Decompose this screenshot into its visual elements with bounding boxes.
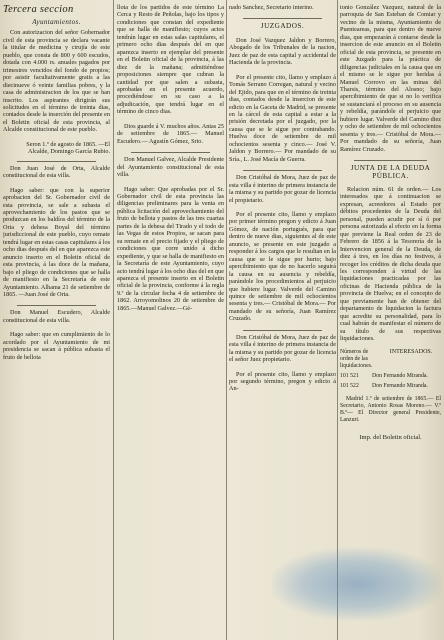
notice-heading: Don Cristóbal de Mora, Juez de paz de esta villa é interino de primera instancia de la misma y su partido por gozar de licencia el propietario. xyxy=(229,174,336,204)
notice-heading: Don Manuel Escudero, Alcalde constitucional de esta villa. xyxy=(3,309,110,324)
imprint: Imp. del Boletin oficial. xyxy=(359,434,422,442)
column-3 xyxy=(229,4,336,636)
table-row xyxy=(340,373,441,380)
notice-heading: Don José Vazquez Jaldon y Borrero, Abogado de los Tribunales de la nacion, Juez de paz de esta capital y accidental de Hacienda de la provincia. xyxy=(229,36,336,67)
table-header xyxy=(340,349,441,370)
separator-rule xyxy=(243,170,322,171)
notice-heading: Don Cristóbal de Mora, Juez de paz de esta villa é interino de primera instancia de la misma y su partido por gozar de licencia el señor Juez propietario. xyxy=(229,333,336,364)
notice-signature: Seron 1.º de agosto de 1865. —El Alcalde, Domingo García Rubio. xyxy=(26,140,110,156)
notice-signature: Dios guarde á V. muchos años. Antas 25 de setiembre de 1865.— Manuel Escudero.— Agustín Gómez, Srio. xyxy=(117,122,224,145)
table-header-left: Números de orden de las liquidaciones. xyxy=(340,349,373,370)
column-2 xyxy=(117,4,224,636)
separator-rule xyxy=(17,305,96,306)
column-divider xyxy=(226,0,227,640)
notice-paragraph: llota de los partidos de este término La Cerca y Resto de Peñolas, bajo los tipos y condiciones que constan del expediente que se halla de manifiesto; cuyos actos tendrán lugar en estas salas capitulares, el primero ocho dias después del en que aparezca inserto en ejemplar del presente en el Boletin oficial de la provincia, á las diez de la mañana; admitiéndose proposiciones siempre que cubran la cantidad por que salen a subasta, aprobadas en el presente acuerdo, procediéndose en su caso a la adjudicación, que tendrá lugar en el término de cinco dias. xyxy=(117,4,224,116)
separator-rule xyxy=(354,160,427,161)
separator-rule xyxy=(243,330,322,331)
separator-rule xyxy=(243,18,322,19)
column-divider xyxy=(337,0,338,640)
column-1 xyxy=(3,4,110,636)
notice-paragraph: Relacion núm. 61 de orden.— Los interesados que á continuacion se expresan, acreedores al Estado por débitos procedentes de la Deuda del personal, pueden acudir por sí ó por persona autorizada al efecto en la forma que previene la Real orden de 23 de Febrero de 1856 á la Tesorería de la Intervencion general de la Deuda, de diez á tres, en los días no festivos, á recoger los créditos de dicha deuda que les corresponden á virtud de las liquidaciones practicadas por las oficinas de Hacienda pública de la provincia de Huelva; en el concepto de que previamente han de obtener del departamento de liquidacion la factura que acredite su personalidad, para lo cual habrán de manifestar el número de su título de sus respectivas liquidaciones. xyxy=(340,185,441,343)
separator-rule xyxy=(131,152,210,153)
notice-paragraph: Por el presente cito, llamo y emplazo por segundo término, pregon y edicto á An- xyxy=(229,370,336,393)
notice-paragraph: Por el presente cito, llamo y emplazo á Tomás Serrano Corregan, natural y vecino del Ejido, para que en el término de treinta dias, contados desde la insercion de este edicto en la Gaceta de Madrid, se presente en la cárcel de esta capital a estar a la prisión decretada por el juzgado, por la causa que se le sigue por contrabando. Huelva doce de setiembre de mil ochocientos sesenta y cinco.— José V. Jaldon y Borrero.— Por mandado de su Sría., L. José Macía de Guerra. xyxy=(229,73,336,163)
column-divider xyxy=(113,0,114,640)
table-row xyxy=(340,383,441,390)
section-heading-juzgados: JUZGADOS. xyxy=(260,22,305,31)
footer-note: Madrid 1.º de setiembre de 1865.— El Secretario, Antonio Rosas Moreno.— V.º B.º— El Director general Presidente, Lanzuri. xyxy=(340,396,441,424)
notice-heading: Don Juan José de Orta, Alcalde constitucional de esta villa. xyxy=(3,164,110,180)
column-4 xyxy=(340,4,441,636)
notice-paragraph: Por el presente cito, llamo y emplazo por primer término pregon y edicto á Juan Gómez, de nación portugués, para que dentro de nueve dias, siguientes al de este anuncio, se presente en este juzgado a responder á los cargos que le resultan en la causa que se le sigue por hurto; bajo apercibimiento que de no hacerlo seguirá la causa en su ausencia y rebeldía, parándole los procedimientos al perjuicio que hubiere lugar. Valverde del Camino quince de setiembre de mil ochocientos sesenta y tres.— Cristóbal de Mora.— Por mandado de su señoría, Juan Ramírez Cruzado. xyxy=(229,210,336,323)
row-number: 101 521 xyxy=(340,373,359,380)
notice-heading: Don Manuel Galvez, Alcalde Presidente del Ayuntamiento constitucional de esta villa. xyxy=(117,156,224,179)
subsection-title: Ayuntamientos. xyxy=(32,18,81,26)
row-name: Don Fernando Miranda. xyxy=(372,383,428,390)
notice-paragraph: Hago saber: que en cumplimiento de lo acordado por el Ayuntamiento de mi presidencia se sacan á pública subasta el fruto de bellota xyxy=(3,331,110,361)
notice-paragraph: tonio González Vazquez, natural de la parroquia de San Esteban de Comiar y vecino de la misma, Ayuntamiento de Puenteareas, para que dentro de nueve dias, que empezarán á contarse desde la insercion de este anuncio en el Boletin oficial de esta provincia, se presente en este Juzgado para la práctica de diligencias judiciales en la causa que en el mismo se le sigue por heridas á Manuel Corrovo en las minas del Tharsis, término del Alosno; bajo apercibimiento de que si no lo verifica se sustanciará el proceso en su ausencia y rebeldía, parándole el perjuicio que hubiere lugar. Valverde del Camino diez y ocho de setiembre de mil ochocientos sesenta y tres.— Cristóbal de Mora.— Por mandado de su señoría, Juan Ramírez Cruzado. xyxy=(340,4,441,153)
row-number: 101 522 xyxy=(340,383,359,390)
section-title: Tercera seccion xyxy=(3,4,74,15)
section-heading-deuda: JUNTA DE LA DEUDA PÚBLICA. xyxy=(350,164,431,180)
separator-rule xyxy=(17,161,96,162)
notice-paragraph: nado Sanchez, Secretario interino. xyxy=(229,4,314,11)
notice-paragraph: Con autorizacion del señor Gobernador civil de esta provincia se declara vacante la titular de medicina y cirujía de este pueblo, que consta de 800 y 600 escudos, dotada con 4.000 rs. anuales pagados por trimestres vencidos del fondo de propios; por asistir facultativamente gratis a las diecinueve ó veinte familias pobres, y la casa de administracion de los que se han inscrito. Los aspirantes dirigirán sus solicitudes en el término de treinta dias, contados desde la inserción del presente en el Boletin oficial de esta provincia, al Alcalde constitucional de este pueblo. xyxy=(3,29,110,134)
notice-paragraph: Hago saber: Que aprobadas por el Sr. Gobernador civil de esta provincia las diligencias preliminares para la venta en pública licitación del aprovechamiento del fruto de bellota y pastos de las tres cuartas partes de la dehesa del Tirado y el todo de las Vegas de estos Propios, se sacan para su remate en el precio fijado y el pliego de condiciones que corre unido á dicho expediente, y que se halla de manifiesto en la Secretaría de este Ayuntamiento, cuyo acto tendrá lugar á los ocho dias del en que aparezca el presente inserto en el Boletin oficial de la provincia, conforme á la regla 9.ª de la circular fecha 4 de setiembre de 1862. Arroyomolinos 20 de setiembre de 1865.—Manuel Galvez.—Gé- xyxy=(117,185,224,312)
notice-paragraph: Hago saber: que con la superior aprobacion del Sr. Gobernador civil de esta provincia, se sale a subasta el aprovechamiento de los pastos que se produzcan en los baldíos del término de la Oria y dehesa Boyal del término jurisdiccional de este pueblo, cuyo remate tendrá lugar en estas casas capitulares á los ocho dias después del en que aparezca este anuncio inserto en el Boletin oficial de esta provincia, á las doce de la mañana, bajo el pliego de condiciones que se halla de manifiesto en la Secretaría de este Ayuntamiento. Alhama 21 de setiembre de 1865. —Juan José de Orta. xyxy=(3,186,110,298)
table-header-right: INTERESADOS. xyxy=(389,349,433,356)
row-name: Don Fernando Miranda. xyxy=(372,373,428,380)
